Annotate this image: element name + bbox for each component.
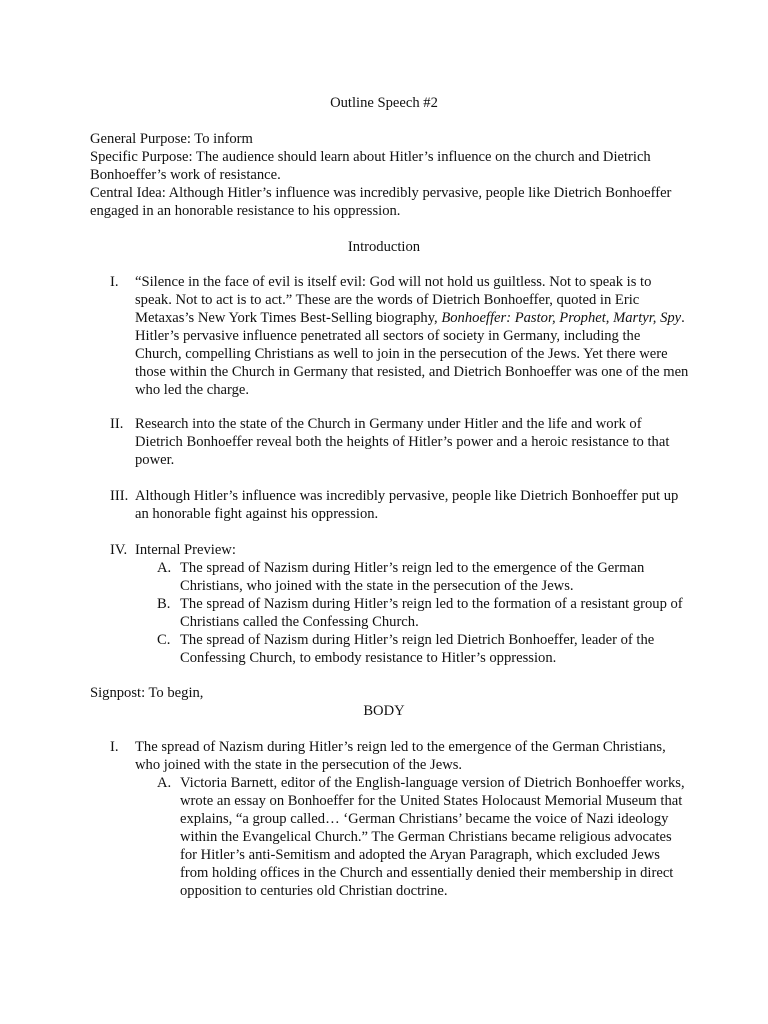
preview-item-c-text: The spread of Nazism during Hitler’s reign led Dietrich Bonhoeffer, leader of the Confessing Church, to embody resistance to Hitler’s oppression.	[180, 632, 655, 666]
preview-item-a-text: The spread of Nazism during Hitler’s reign led to the emergence of the German Christians, who joined with the state in the persecution of the Jews.	[180, 560, 645, 594]
preview-item-a-letter: A.	[157, 560, 172, 576]
preview-item-c-letter: C.	[157, 632, 171, 648]
intro-item-4	[90, 541, 690, 667]
intro-item-4-text: Internal Preview:	[135, 542, 236, 558]
preview-item-b-text: The spread of Nazism during Hitler’s reign led to the formation of a resistant group of Christians called the Confessing Church.	[180, 596, 683, 630]
body-item-1a-letter: A.	[157, 775, 172, 791]
intro-item-1-text-b: . Hitler’s pervasive influence penetrated all sectors of society in Germany, including the Church, compelling Christians as well to join in the persecution of the Jews. Yet there were those within the Church in Germany that resisted, and Dietrich Bonhoeffer was one of the men who led the charge.	[135, 310, 689, 398]
body-heading: BODY	[363, 703, 405, 719]
intro-item-1-text-a: “Silence in the face of evil is itself evil: God will not hold us guiltless. Not to speak is to speak. Not to act is to act.” These are the words of Dietrich Bonhoeffer, quoted in Eric Metaxas’s New York Times Best-Selling biography,	[135, 274, 652, 326]
body-item-1a-text: Victoria Barnett, editor of the English-language version of Dietrich Bonhoeffer works, wrote an essay on Bonhoeffer for the United States Holocaust Memorial Museum that explains, “a group called… ‘German Christians’ became the voice of Nazi ideology within the Evangelical Church.” The German Christians became religious advocates for Hitler’s anti-Semitism and adopted the Aryan Paragraph, which excluded Jews from holding offices in the Church and essentially denied their membership in direct opposition to centuries old Christian doctrine.	[180, 775, 685, 899]
introduction-heading: Introduction	[347, 239, 421, 255]
intro-item-3-text: Although Hitler’s influence was incredibly pervasive, people like Dietrich Bonhoeffer put up an honorable fight against his oppression.	[135, 488, 679, 522]
signpost: Signpost: To begin,	[90, 685, 204, 701]
intro-item-2-text: Research into the state of the Church in Germany under Hitler and the life and work of Dietrich Bonhoeffer reveal both the heights of Hitler’s power and a heroic resistance to that power.	[135, 416, 670, 468]
intro-item-2-number: II.	[110, 416, 124, 432]
intro-item-2	[90, 415, 690, 469]
preview-item-b-letter: B.	[157, 596, 171, 612]
body-item-1-text: The spread of Nazism during Hitler’s reign led to the emergence of the German Christians, who joined with the state in the persecution of the Jews.	[135, 739, 666, 773]
preview-item-a	[157, 559, 690, 595]
preview-item-c	[157, 631, 690, 667]
page-title: Outline Speech #2	[330, 95, 438, 111]
intro-item-3	[90, 487, 690, 523]
general-purpose: General Purpose: To inform	[90, 131, 253, 147]
body-item-1a	[157, 774, 690, 900]
intro-item-4-number: IV.	[110, 542, 128, 558]
body-item-1	[90, 738, 690, 900]
intro-item-1-number: I.	[110, 274, 119, 290]
specific-purpose: Specific Purpose: The audience should learn about Hitler’s influence on the church and Dietrich Bonhoeffer’s work of resistance.	[90, 149, 651, 183]
intro-item-3-number: III.	[110, 488, 129, 504]
purpose-block	[90, 130, 690, 220]
book-title: Bonhoeffer: Pastor, Prophet, Martyr, Spy	[441, 310, 682, 326]
intro-item-1-text	[135, 273, 690, 399]
body-item-1-number: I.	[110, 739, 119, 755]
intro-item-1	[90, 273, 690, 399]
preview-item-b	[157, 595, 690, 631]
central-idea: Central Idea: Although Hitler’s influence was incredibly pervasive, people like Dietrich Bonhoeffer engaged in an honorable resistance to his oppression.	[90, 185, 672, 219]
